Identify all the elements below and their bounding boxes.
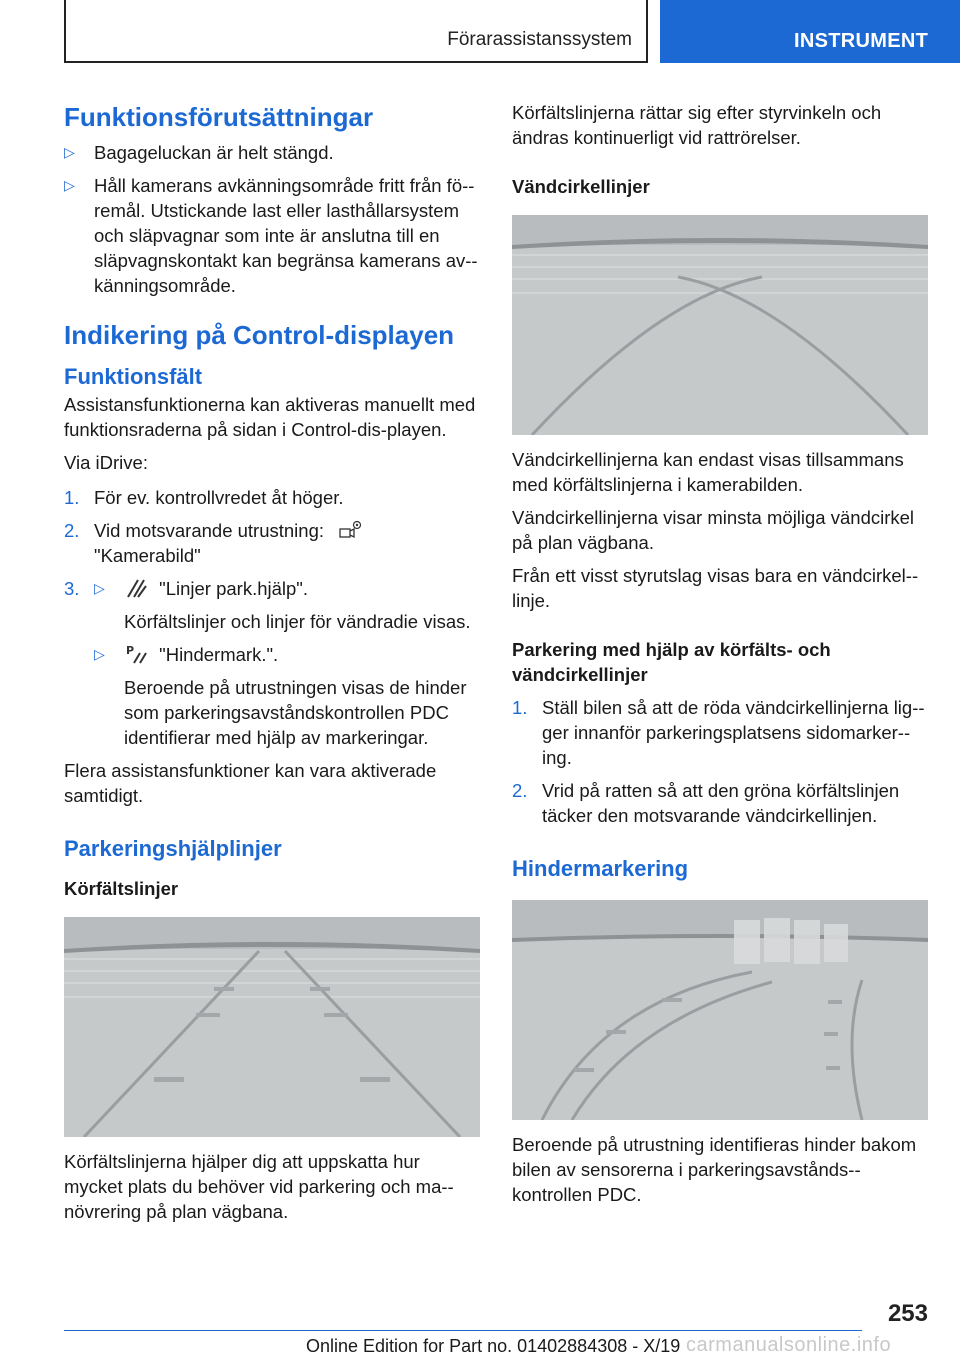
header-chapter-title: INSTRUMENT [794, 30, 929, 52]
svg-text:P: P [126, 644, 135, 657]
subheading-parking-with-lines: Parkering med hjälp av körfälts- och vändcirkellinjer [512, 639, 831, 685]
paragraph: Assistansfunktionerna kan aktiveras manuellt med funktionsraderna på sidan i Control-dis-playen. [64, 394, 476, 440]
subheading-turning-circle-lines: Vändcirkellinjer [512, 176, 650, 197]
list-item: ▷ Bagageluckan är helt stängd. [64, 142, 334, 163]
footer-divider [64, 1330, 862, 1331]
page-number: 253 [887, 1300, 928, 1327]
paragraph: Vändcirkellinjerna visar minsta möjliga vändcirkel på plan vägbana. [512, 507, 915, 553]
heading-parking-lines: Parkeringshjälplinjer [64, 836, 282, 861]
sub-list-item: ▷ P "Hindermark.". Beroende på utrustningen visas de hinder som parkeringsavståndskontrollen PDC identifierar med hjälp av markeringar. [94, 644, 467, 748]
step-item: 1. Ställ bilen så att de röda vändcirkellinjerna lig-ger innanför parkeringsplatsens sidomarker-ing. [512, 697, 925, 768]
heading-obstacle-marking: Hindermarkering [512, 856, 689, 881]
header-chapter-tab [660, 0, 960, 63]
step-item: 1. För ev. kontrollvredet åt höger. [64, 487, 344, 508]
triangle-bullet-icon: ▷ [64, 144, 75, 160]
triangle-bullet-icon: ▷ [64, 177, 75, 193]
step-item: 2. Vid motsvarande utrustning: "Kamerabild" [64, 518, 480, 568]
list-item: ▷ Håll kamerans avkänningsområde fritt från fö-remål. Utstickande last eller lasthållarsystem och släpvagnar som inte är anslutna till en släpvagnskontakt kan begränsa kamerans av-känningsområde. [64, 175, 478, 296]
paragraph: Körfältslinjerna rättar sig efter styrvinkeln och ändras kontinuerligt vid rattrörelser. [512, 102, 882, 148]
heading-control-display: Indikering på Control-displayen [64, 320, 455, 350]
footer-edition: Online Edition for Part no. 01402884308 - X/19 [306, 1336, 681, 1356]
lane-lines-figure [64, 917, 480, 1137]
obstacle-marking-icon [124, 643, 150, 665]
figure-caption: Beroende på utrustning identifieras hinder bakom bilen av sensorerna i parkeringsavstånds-kontrollen PDC. [512, 1134, 917, 1205]
heading-function-field: Funktionsfält [64, 364, 203, 389]
left-column [64, 100, 480, 1224]
paragraph: Flera assistansfunktioner kan vara aktiverade samtidigt. [64, 760, 437, 806]
obstacle-marking-figure [512, 900, 928, 1120]
footer-watermark: carmanualsonline.info [686, 1334, 892, 1356]
turning-circle-lines-figure [512, 215, 928, 435]
step-item: 2. Vrid på ratten så att den gröna körfältslinjen täcker den motsvarande vändcirkellinjen. [512, 780, 900, 826]
figure-caption: Körfältslinjerna hjälper dig att uppskatta hur mycket plats du behöver vid parkering och ma-növrering på plan vägbana. [64, 1151, 454, 1222]
camera-settings-icon [337, 519, 363, 541]
paragraph: Via iDrive: [64, 452, 148, 473]
sub-list-item: ▷ "Linjer park.hjälp". Körfältslinjer och linjer för vändradie visas. [94, 578, 471, 632]
paragraph: Från ett visst styrutslag visas bara en vändcirkel-linje. [512, 565, 919, 611]
header-section-tab [64, 0, 648, 63]
triangle-bullet-icon: ▷ [94, 580, 105, 596]
paragraph: Vändcirkellinjerna kan endast visas tillsammans med körfältslinjerna i kamerabilden. [512, 449, 904, 495]
triangle-bullet-icon: ▷ [94, 646, 105, 662]
header-section-title: Förarassistanssystem [447, 29, 632, 50]
right-column [512, 100, 928, 1207]
subheading-lane-lines: Körfältslinjer [64, 878, 179, 899]
step-item: 3. ▷ "Linjer park.hjälp". Körfältslinjer och linjer för vändradie visas. ▷ P "Hindermark.". Beroende på utrustningen visas de hinder som parkeringsavståndskontrollen PDC identifierar med hjälp av markeringar. [64, 576, 480, 750]
heading-prerequisites: Funktionsförutsättningar [64, 102, 374, 132]
parking-lines-icon [124, 577, 150, 599]
